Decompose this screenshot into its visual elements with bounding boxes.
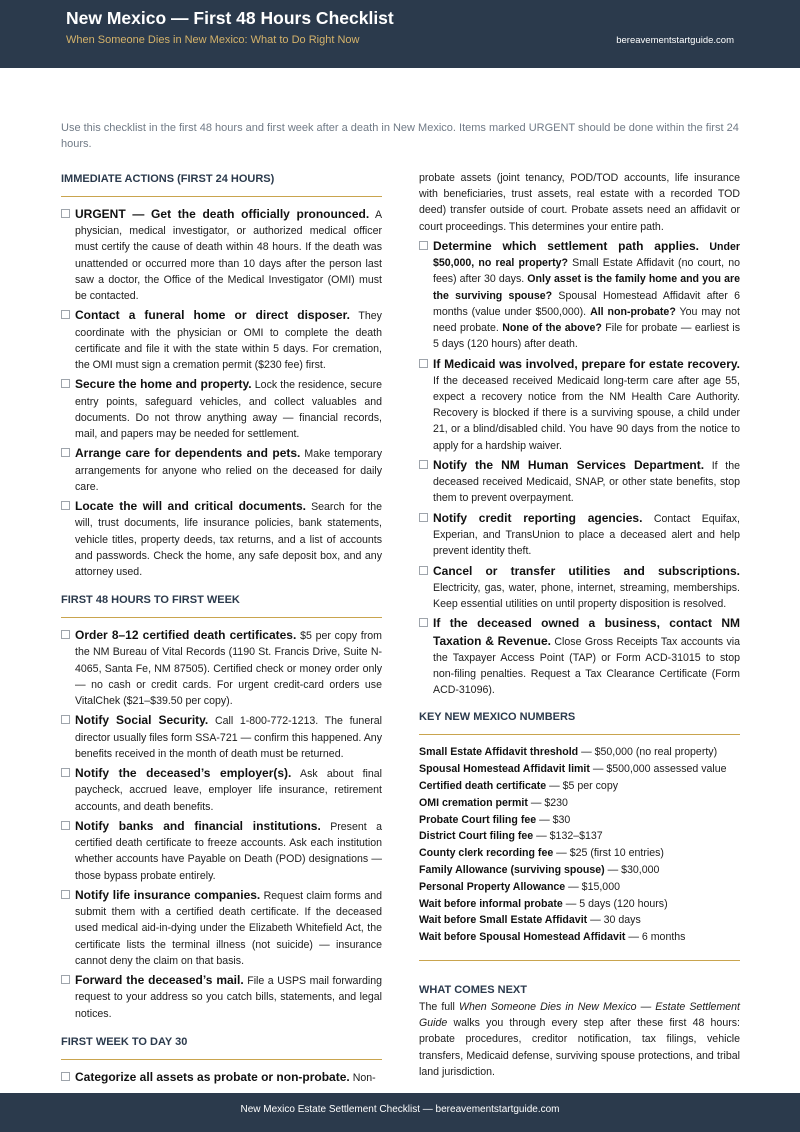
key-number-row: Small Estate Affidavit threshold — $50,000 (no real property) xyxy=(419,746,718,759)
left-column xyxy=(61,170,382,1089)
checklist-item[interactable]: Order 8–12 certified death certificates. $5 per copy from the NM Bureau of Vital Records (1190 St. Francis Drive, Suite N-4065, Santa Fe, NM 87505). Certified check or money order only — no cash or credit cards. For urgent credit-card orders use VitalChek ($21–$39.50 per copy). xyxy=(61,627,382,709)
checklist-item[interactable]: Contact a funeral home or direct disposer. They coordinate with the physician or OMI to complete the death certificate and file it with the state within 5 days. For cremation, the OMI must sign a cremation permit ($230 fee) first. xyxy=(61,307,382,373)
checkbox-icon[interactable] xyxy=(419,566,428,575)
checkbox-icon[interactable] xyxy=(61,310,70,319)
section-divider xyxy=(419,734,740,735)
checklist-item-continuation: probate assets (joint tenancy, POD/TOD accounts, life insurance with beneficiaries, trust assets, real estate with a recorded TOD deed) transfer outside of court. Probate assets need an affidavit or court proceedings. This determines your entire path. xyxy=(419,172,740,233)
checkbox-icon[interactable] xyxy=(61,821,70,830)
checklist-item[interactable]: Notify credit reporting agencies. Contact Equifax, Experian, and TransUnion to place a deceased alert and help prevent identity theft. xyxy=(419,510,740,560)
right-column xyxy=(419,170,740,1080)
checklist-item[interactable]: Categorize all assets as probate or non-probate. Non- xyxy=(61,1069,382,1086)
key-number-row: County clerk recording fee — $25 (first 10 entries) xyxy=(419,847,664,860)
checkbox-icon[interactable] xyxy=(61,715,70,724)
what-next-paragraph: The full When Someone Dies in New Mexico — Estate Settlement Guide walks you through every step after these first 48 hours: probate procedures, creditor notification, tax filings, vehicle transfers, Medicaid defense, surviving spouse protections, and tribal land jurisdiction. xyxy=(419,1000,741,1078)
section-heading-week30: FIRST WEEK TO DAY 30 xyxy=(61,1035,188,1048)
key-number-row: Wait before Small Estate Affidavit — 30 days xyxy=(419,914,641,927)
checkbox-icon[interactable] xyxy=(61,209,70,218)
checklist-item[interactable]: Secure the home and property. Lock the residence, secure entry points, safeguard vehicles, and collect valuables and documents. Do not throw anything away — financial records, mail, and papers may be needed for settlement. xyxy=(61,376,382,442)
checklist-item[interactable]: Notify the NM Human Services Department. If the deceased received Medicaid, SNAP, or other state benefits, stop them to prevent overpayment. xyxy=(419,457,740,507)
checklist-item[interactable]: If Medicaid was involved, prepare for estate recovery. If the deceased received Medicaid long-term care after age 55, expect a recovery notice from the NM Health Care Authority. Recovery is blocked if there is a surviving spouse, a child under 21, or a blind/disabled child. You have 90 days from the notice to apply for a hardship waiver. xyxy=(419,356,740,454)
section-heading-numbers: KEY NEW MEXICO NUMBERS xyxy=(419,711,576,724)
checkbox-icon[interactable] xyxy=(61,975,70,984)
section-divider xyxy=(419,960,740,961)
checklist-item[interactable]: Determine which settlement path applies. Under $50,000, no real property? Small Estate Affidavit (no court, no fees) after 30 days. Only asset is the family home and you are the surviving spouse? Spousal Homestead Affidavit after 6 months (value under $500,000). All non-probate? You may not need probate. None of the above? File for probate — earliest is 5 days (120 hours) after death. xyxy=(419,238,740,352)
checklist-item[interactable]: URGENT — Get the death officially pronounced. A physician, medical investigator, or authorized medical officer must certify the cause of death within 48 hours. If the death was unattended or occurred more than 10 days after the person last saw a doctor, the Office of the Medical Investigator (OMI) must be contacted. xyxy=(61,206,382,304)
checkbox-icon[interactable] xyxy=(61,501,70,510)
checklist-item[interactable]: Notify the deceased’s employer(s). Ask about final paycheck, accrued leave, employer life insurance, retirement accounts, and death benefits. xyxy=(61,765,382,815)
checkbox-icon[interactable] xyxy=(61,448,70,457)
key-number-row: Wait before Spousal Homestead Affidavit — 6 months xyxy=(419,931,686,944)
checklist-item[interactable]: Forward the deceased’s mail. File a USPS mail forwarding request to your address so you catch bills, statements, and legal notices. xyxy=(61,972,382,1022)
page-title: New Mexico — First 48 Hours Checklist xyxy=(66,8,394,28)
footer-text: New Mexico Estate Settlement Checklist — bereavementstartguide.com xyxy=(240,1104,560,1115)
checkbox-icon[interactable] xyxy=(419,618,428,627)
checkbox-icon[interactable] xyxy=(419,513,428,522)
intro-text: Use this checklist in the first 48 hours and first week after a death in New Mexico. Items marked URGENT should be done within the first 24 hours. xyxy=(61,122,739,150)
checkbox-icon[interactable] xyxy=(61,768,70,777)
checklist-item[interactable]: Arrange care for dependents and pets. Make temporary arrangements for anyone who relied on the deceased for daily care. xyxy=(61,445,382,495)
section-divider xyxy=(61,1059,382,1060)
checkbox-icon[interactable] xyxy=(419,241,428,250)
key-number-row: Probate Court filing fee — $30 xyxy=(419,813,571,826)
checkbox-icon[interactable] xyxy=(61,630,70,639)
section-heading-immediate: IMMEDIATE ACTIONS (FIRST 24 HOURS) xyxy=(61,173,275,185)
site-url[interactable]: bereavementstartguide.com xyxy=(616,35,734,46)
key-number-row: District Court filing fee — $132–$137 xyxy=(419,830,603,843)
checklist-item[interactable]: Notify life insurance companies. Request claim forms and submit them with a certified death certificate. If the deceased used medical aid-in-dying under the Elizabeth Whitefield Act, the certificate lists the terminal illness (not suicide) — insurance cannot deny the claim on that basis. xyxy=(61,887,382,969)
key-number-row: Family Allowance (surviving spouse) — $30,000 xyxy=(419,864,660,876)
key-number-row: Spousal Homestead Affidavit limit — $500,000 assessed value xyxy=(419,763,727,776)
checklist-item[interactable]: If the deceased owned a business, contact NM Taxation & Revenue. Close Gross Receipts Tax accounts via the Taxpayer Access Point (TAP) or Form ACD-31015 to stop non-filing penalties. Request a Tax Clearance Certificate (Form ACD-31096). xyxy=(419,615,740,698)
section-heading-first48: FIRST 48 HOURS TO FIRST WEEK xyxy=(61,594,240,607)
guide-title: When Someone Dies in New Mexico — Estate Settlement Guide xyxy=(419,1000,741,1030)
key-number-row: OMI cremation permit — $230 xyxy=(419,796,568,809)
checklist-item[interactable]: Notify Social Security. Call 1-800-772-1213. The funeral director usually files form SSA-721 — confirm this happened. Any benefits received in the month of death must be returned. xyxy=(61,712,382,762)
checkbox-icon[interactable] xyxy=(61,1072,70,1081)
section-divider xyxy=(61,617,382,618)
checkbox-icon[interactable] xyxy=(61,379,70,388)
checkbox-icon[interactable] xyxy=(61,890,70,899)
key-number-row: Wait before informal probate — 5 days (120 hours) xyxy=(419,897,668,910)
checkbox-icon[interactable] xyxy=(419,460,428,469)
page-header xyxy=(0,0,800,68)
checkbox-icon[interactable] xyxy=(419,359,428,368)
checklist-item[interactable]: Locate the will and critical documents. Search for the will, trust documents, life insurance policies, bank statements, vehicle titles, property deeds, tax returns, and a list of accounts and passwords. Check the home, any safe deposit box, and any attorney used. xyxy=(61,498,382,580)
checklist-item[interactable]: Cancel or transfer utilities and subscriptions. Electricity, gas, water, phone, internet, streaming, memberships. Keep essential utilities on until property disposition is resolved. xyxy=(419,563,740,613)
section-divider xyxy=(61,196,382,197)
page-footer xyxy=(0,1093,800,1132)
key-numbers-list xyxy=(419,744,740,946)
page-subtitle: When Someone Dies in New Mexico: What to Do Right Now xyxy=(66,34,360,46)
section-heading-whatnext: WHAT COMES NEXT xyxy=(419,983,527,996)
checklist-item[interactable]: Notify banks and financial institutions. Present a certified death certificate to freeze accounts. Ask each institution whether accounts have Payable on Death (POD) designations — those bypass probate entirely. xyxy=(61,818,382,884)
key-number-row: Personal Property Allowance — $15,000 xyxy=(419,880,620,893)
key-number-row: Certified death certificate — $5 per copy xyxy=(419,780,619,793)
